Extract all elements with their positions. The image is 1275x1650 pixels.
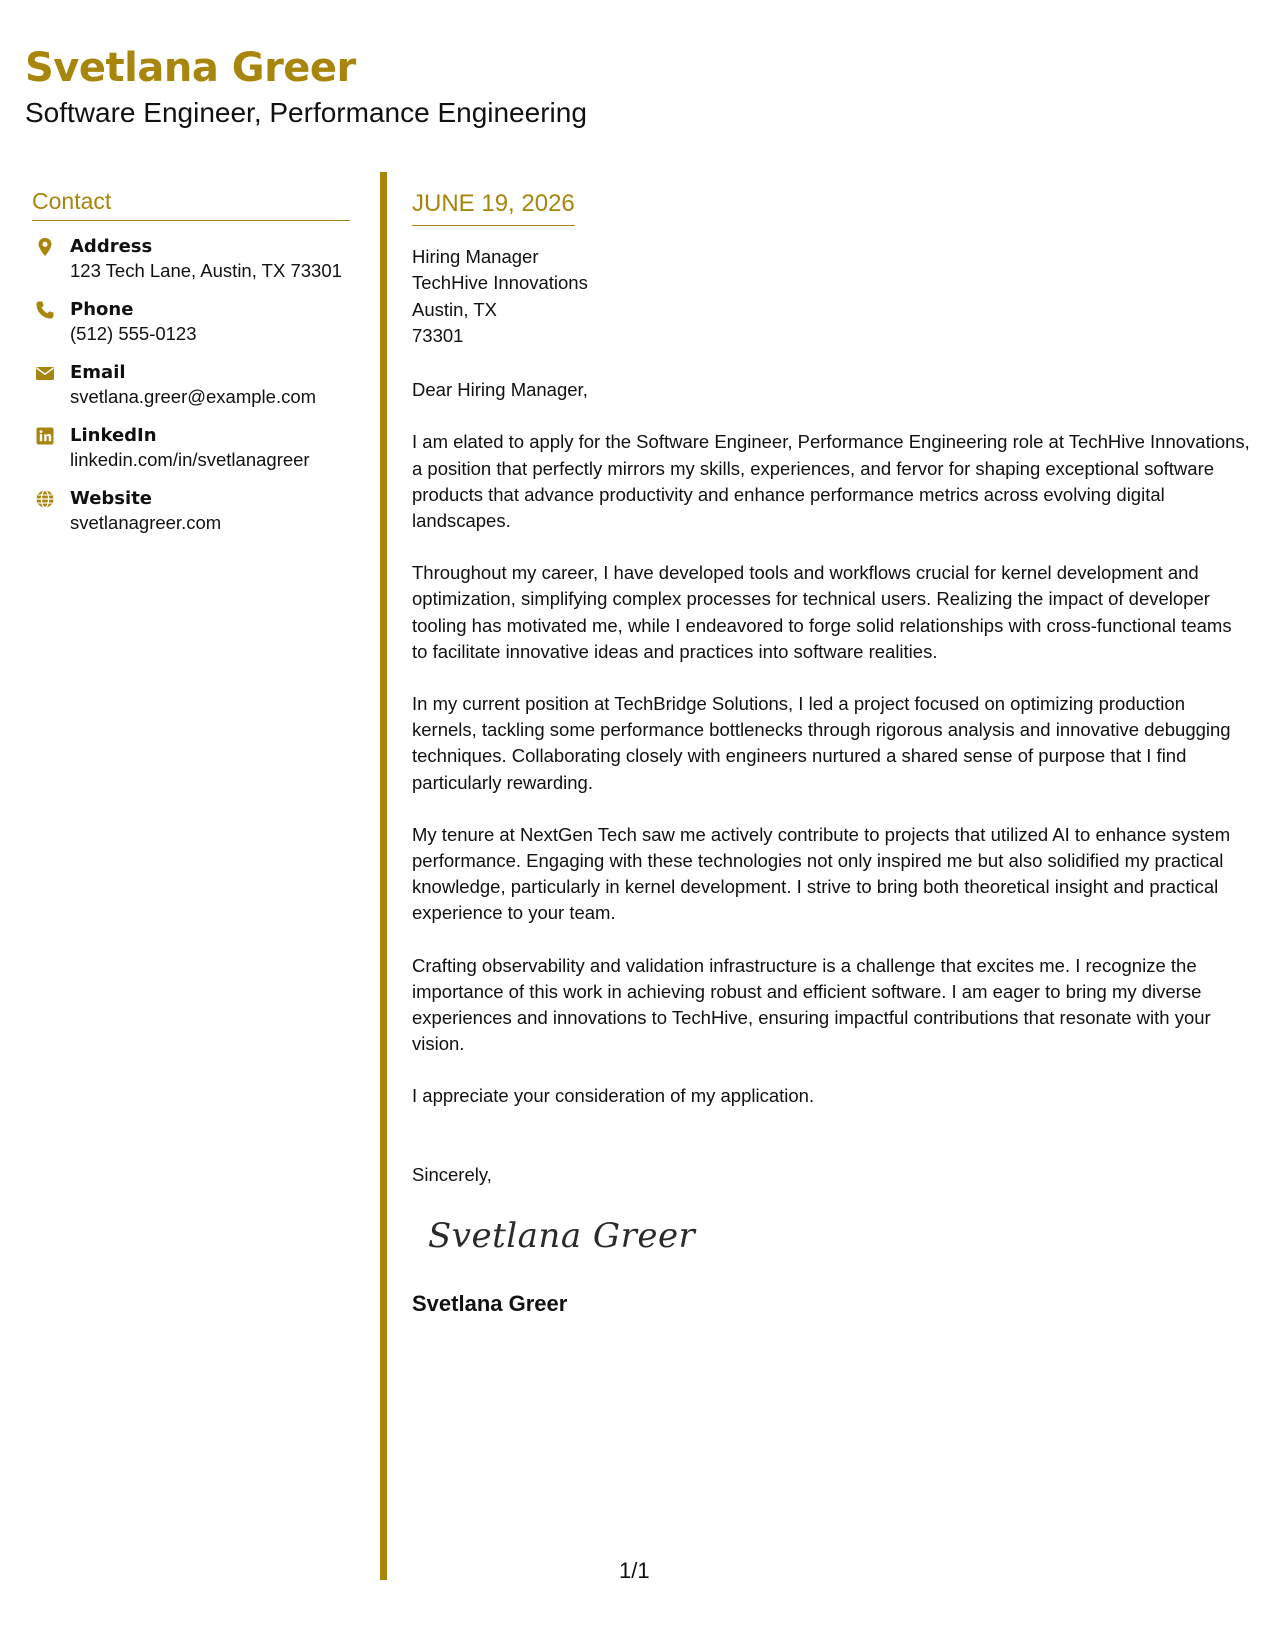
- page-number: 1/1: [619, 1558, 650, 1583]
- contact-item-email: [32, 361, 350, 424]
- recipient-line: Austin, TX: [412, 298, 498, 320]
- recipient-line: 73301: [412, 325, 464, 347]
- recipient-block: [412, 244, 1252, 350]
- contact-label: Email: [70, 361, 126, 383]
- contact-label: LinkedIn: [70, 424, 157, 446]
- map-pin-icon: [35, 237, 55, 257]
- job-title: Software Engineer, Performance Engineering: [25, 97, 587, 128]
- contact-item-website: [32, 487, 350, 550]
- recipient-line: TechHive Innovations: [412, 272, 588, 294]
- envelope-icon: [35, 363, 55, 383]
- contact-item-phone: [32, 298, 350, 361]
- email-value[interactable]: svetlana.greer@example.com: [70, 385, 317, 407]
- phone-value[interactable]: (512) 555-0123: [70, 322, 197, 344]
- closing: Sincerely,: [412, 1163, 492, 1185]
- vertical-divider: [380, 172, 387, 1580]
- body-paragraph: I appreciate your consideration of my application.: [412, 1085, 815, 1107]
- globe-icon: [35, 489, 55, 509]
- body-paragraph: My tenure at NextGen Tech saw me actively contribute to projects that utilized AI to enhance system performance. Engaging with these technologies not only inspired me but also solidified my practical knowledge, particularly in kernel development. I strive to bring both theoretical insight and practical experience to your team.: [412, 823, 1231, 924]
- phone-icon: [35, 300, 55, 320]
- body-paragraph: I am elated to apply for the Software Engineer, Performance Engineering role at TechHive Innovations, a position that perfectly mirrors my skills, experiences, and fervor for shaping exceptional software products that advance productivity and enhance performance metrics across evolving digital landscapes.: [412, 431, 1250, 531]
- signer-name: Svetlana Greer: [412, 1290, 568, 1316]
- contact-label: Phone: [70, 298, 134, 320]
- handwritten-signature: Svetlana Greer: [428, 1216, 696, 1257]
- body-paragraph: In my current position at TechBridge Solutions, I led a project focused on optimizing production kernels, tackling some performance bottlenecks through rigorous analysis and innovative debugging techniques. Collaborating closely with engineers nurtured a shared sense of purpose that I find particularly rewarding.: [412, 692, 1231, 793]
- linkedin-icon: [35, 426, 55, 446]
- contact-item-address: [32, 235, 350, 298]
- contact-label: Website: [70, 487, 153, 509]
- body-paragraph: Crafting observability and validation infrastructure is a challenge that excites me. I recognize the importance of this work in achieving robust and efficient software. I am eager to bring my diverse experiences and innovations to TechHive, ensuring impactful contributions that resonate with your vision.: [412, 954, 1211, 1055]
- contact-heading: Contact: [32, 188, 350, 221]
- address-value: 123 Tech Lane, Austin, TX 73301: [70, 259, 342, 281]
- linkedin-value[interactable]: linkedin.com/in/svetlanagreer: [70, 448, 310, 470]
- letter-body: [412, 190, 1252, 1317]
- body-paragraph: Throughout my career, I have developed tools and workflows crucial for kernel development and optimization, simplifying complex processes for technical users. Realizing the impact of developer tooling has motivated me, while I endeavored to forge solid relationships with cross-functional teams to facilitate innovative ideas and practices into software realities.: [412, 562, 1232, 662]
- letter-date: JUNE 19, 2026: [412, 190, 575, 226]
- salutation: Dear Hiring Manager,: [412, 378, 588, 400]
- contact-item-linkedin: [32, 424, 350, 487]
- contact-label: Address: [70, 235, 153, 257]
- applicant-name: Svetlana Greer: [25, 45, 356, 91]
- recipient-line: Hiring Manager: [412, 245, 539, 267]
- contact-sidebar: [32, 188, 350, 550]
- website-value[interactable]: svetlanagreer.com: [70, 511, 222, 533]
